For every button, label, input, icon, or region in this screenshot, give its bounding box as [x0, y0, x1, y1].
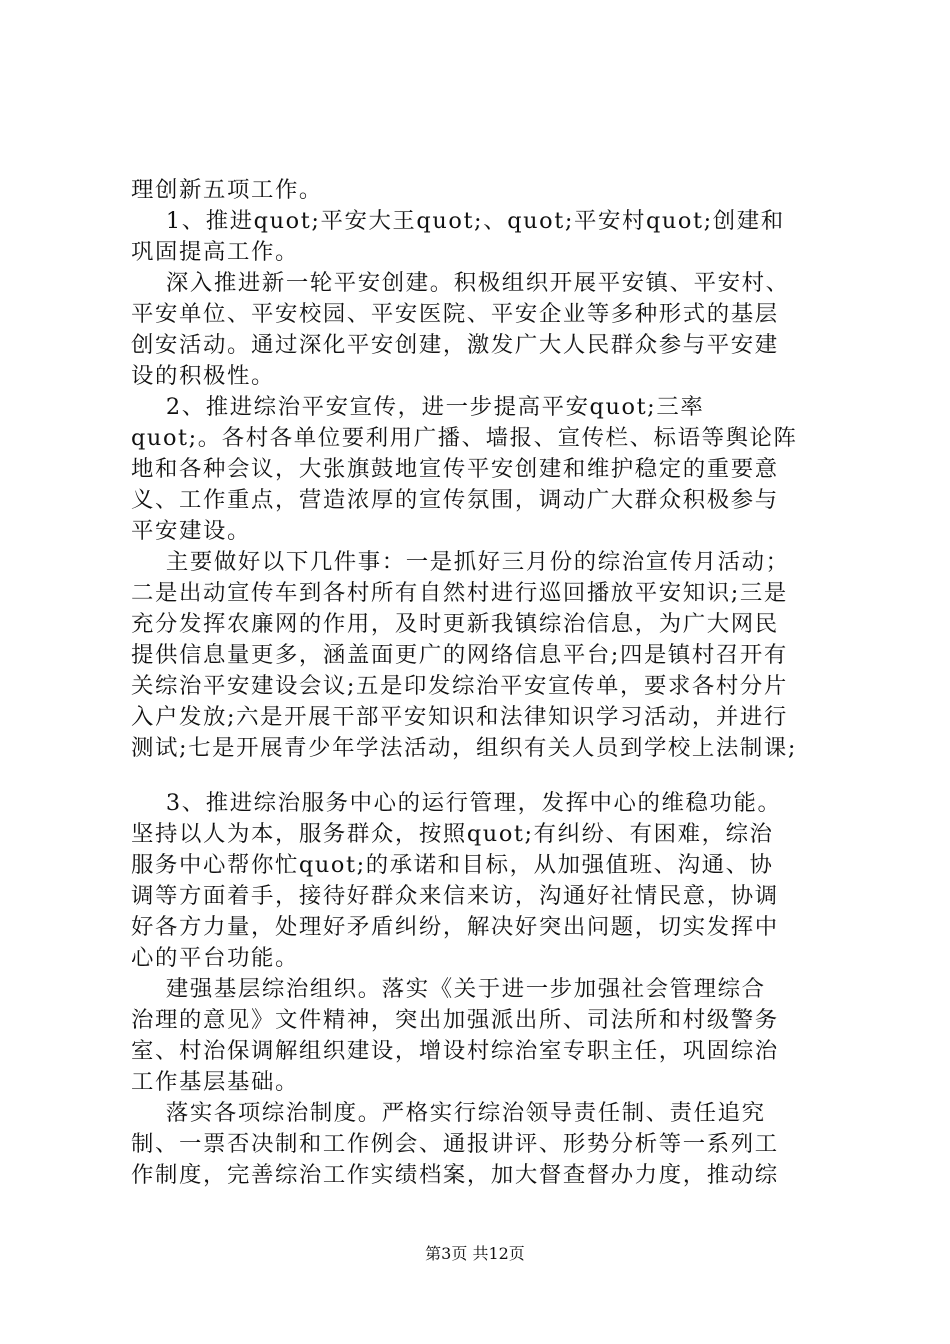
text-line: 平安建设。 [131, 518, 251, 544]
text-line: 落实各项综治制度。严格实行综治领导责任制、责任追究 [131, 1100, 766, 1126]
text-line: 设的积极性。 [131, 363, 275, 389]
text-line: 制、一票否决制和工作例会、通报讲评、形势分析等一系列工 [131, 1131, 779, 1157]
text-line: 二是出动宣传车到各村所有自然村进行巡回播放平安知识;三是 [131, 580, 788, 606]
text-line: 治理的意见》文件精神，突出加强派出所、司法所和村级警务 [131, 1007, 779, 1033]
text-line: 创安活动。通过深化平安创建，激发广大人民群众参与平安建 [131, 332, 779, 358]
text-line: 建强基层综治组织。落实《关于进一步加强社会管理综合 [131, 976, 766, 1002]
text-line: 3、推进综治服务中心的运行管理，发挥中心的维稳功能。 [131, 790, 782, 816]
text-line: 入户发放;六是开展干部平安知识和法律知识学习活动，并进行 [131, 704, 788, 730]
text-line: 2、推进综治平安宣传，进一步提高平安quot;三率 [131, 394, 705, 420]
text-line: 工作基层基础。 [131, 1069, 299, 1095]
text-line: 服务中心帮你忙quot;的承诺和目标，从加强值班、沟通、协 [131, 852, 774, 878]
text-line: 坚持以人为本，服务群众，按照quot;有纠纷、有困难，综治 [131, 821, 774, 847]
text-line: 巩固提高工作。 [131, 239, 299, 265]
text-line: 心的平台功能。 [131, 945, 299, 971]
text-line: 深入推进新一轮平安创建。积极组织开展平安镇、平安村、 [131, 270, 790, 296]
text-line: 作制度，完善综治工作实绩档案，加大督查督办力度，推动综 [131, 1162, 779, 1188]
text-line: 平安单位、平安校园、平安医院、平安企业等多种形式的基层 [131, 301, 779, 327]
text-line: 1、推进quot;平安大王quot;、quot;平安村quot;创建和 [131, 208, 785, 234]
text-line: 关综治平安建设会议;五是印发综治平安宣传单，要求各村分片 [131, 673, 788, 699]
text-line: 好各方力量，处理好矛盾纠纷，解决好突出问题，切实发挥中 [131, 914, 779, 940]
text-line: 主要做好以下几件事：一是抓好三月份的综治宣传月活动； [131, 549, 790, 575]
text-line: 地和各种会议，大张旗鼓地宣传平安创建和维护稳定的重要意 [131, 456, 779, 482]
text-line: 提供信息量更多，涵盖面更广的网络信息平台;四是镇村召开有 [131, 642, 788, 668]
text-line: 义、工作重点，营造浓厚的宣传氛围，调动广大群众积极参与 [131, 487, 779, 513]
text-line: quot;。各村各单位要利用广播、墙报、宣传栏、标语等舆论阵 [131, 425, 798, 451]
text-line: 充分发挥农廉网的作用，及时更新我镇综治信息，为广大网民 [131, 611, 779, 637]
text-line: 测试;七是开展青少年学法活动，组织有关人员到学校上法制课; [131, 735, 798, 761]
text-line: 理创新五项工作。 [131, 177, 323, 203]
page-footer: 第3页 共12页 [425, 1244, 525, 1263]
text-line: 室、村治保调解组织建设，增设村综治室专职主任，巩固综治 [131, 1038, 779, 1064]
text-line: 调等方面着手，接待好群众来信来访，沟通好社情民意，协调 [131, 883, 779, 909]
